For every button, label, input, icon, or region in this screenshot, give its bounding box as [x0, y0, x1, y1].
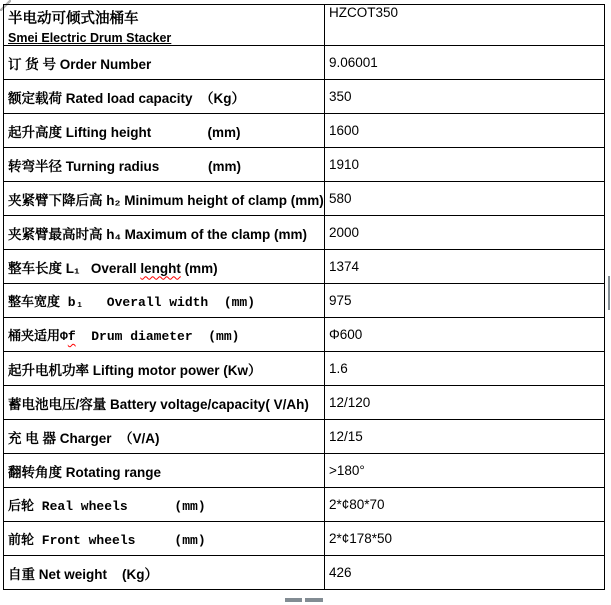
label-text: 充 电 器 Charger （V/A): [8, 430, 160, 446]
spec-value-cell: 1.6: [325, 352, 605, 386]
spec-label-cell: [4, 488, 325, 522]
label-text: 后轮 Real wheels (mm): [8, 499, 206, 514]
label-text: 前轮 Front wheels (mm): [8, 533, 206, 548]
product-title-cell: [4, 5, 325, 46]
spec-label-cell: [4, 46, 325, 80]
spec-value-cell: 12/120: [325, 386, 605, 420]
spec-value-cell: 426: [325, 556, 605, 590]
spec-label-cell: [4, 386, 325, 420]
spec-label-cell: [4, 454, 325, 488]
spec-row: [4, 386, 605, 420]
spec-row: [4, 46, 605, 80]
spec-label-cell: [4, 250, 325, 284]
horizontal-scrollbar-thumb[interactable]: [285, 598, 323, 602]
label-text: Drum diameter (mm): [75, 329, 240, 344]
spec-label-cell: [4, 522, 325, 556]
spec-value-cell: 975: [325, 284, 605, 318]
label-text: 翻转角度 Rotating range: [8, 464, 162, 480]
spec-label-cell: [4, 114, 325, 148]
spec-label-cell: [4, 182, 325, 216]
label-text: (mm): [180, 260, 218, 276]
spec-row: [4, 318, 605, 352]
spec-row: [4, 284, 605, 318]
spec-value-cell: 580: [325, 182, 605, 216]
label-text: 桶夹适用Φ: [8, 329, 68, 344]
spec-label-cell: [4, 80, 325, 114]
label-text: 转弯半径 Turning radius (mm): [8, 158, 242, 174]
misspelled-text: f: [67, 329, 76, 344]
spec-row: [4, 420, 605, 454]
spec-row: [4, 250, 605, 284]
spec-value-cell: 9.06001: [325, 46, 605, 80]
spec-row: [4, 556, 605, 590]
label-text: 自重 Net weight (Kg）: [8, 566, 158, 582]
spec-row: [4, 454, 605, 488]
label-text: 起升电机功率 Lifting motor power (Kw）: [8, 362, 262, 378]
label-text: 额定载荷 Rated load capacity （Kg）: [8, 90, 246, 106]
label-text: Electric Drum: [37, 31, 127, 45]
spec-row: [4, 80, 605, 114]
spec-label-cell: [4, 420, 325, 454]
spec-row: [4, 216, 605, 250]
spec-row: [4, 352, 605, 386]
spec-label-cell: [4, 352, 325, 386]
spec-row: [4, 148, 605, 182]
spec-value-cell: 1374: [325, 250, 605, 284]
spec-value-cell: 350: [325, 80, 605, 114]
spec-value-cell: Φ600: [325, 318, 605, 352]
spec-row: [4, 522, 605, 556]
model-number-value: HZCOT350: [325, 5, 605, 46]
misspelled-text: Stacker: [126, 31, 172, 45]
misspelled-text: lenght: [140, 260, 181, 276]
spec-value-cell: 2*¢178*50: [325, 522, 605, 556]
spec-row: [4, 114, 605, 148]
spec-label-cell: [4, 284, 325, 318]
spec-value-cell: 2000: [325, 216, 605, 250]
label-text: 起升高度 Lifting height (mm): [8, 124, 241, 140]
spec-value-cell: 1910: [325, 148, 605, 182]
spec-value-cell: 2*¢80*70: [325, 488, 605, 522]
spec-value-cell: 12/15: [325, 420, 605, 454]
label-text: 整车宽度 b₁ Overall width (mm): [8, 295, 256, 310]
spec-label-cell: [4, 556, 325, 590]
misspelled-text: Smei: [8, 31, 38, 45]
label-text: 夹紧臂下降后高 h₂ Minimum height of clamp (mm): [8, 192, 324, 208]
product-title-en: [8, 31, 171, 45]
spec-label-cell: [4, 148, 325, 182]
spec-value-cell: >180°: [325, 454, 605, 488]
spec-label-cell: [4, 318, 325, 352]
vertical-scrollbar-thumb[interactable]: [608, 276, 610, 310]
spec-row: [4, 488, 605, 522]
label-text: 蓄电池电压/容量 Battery voltage/capacity( V/Ah): [8, 396, 309, 412]
spec-label-cell: [4, 216, 325, 250]
label-text: 订 货 号 Order Number: [8, 56, 152, 72]
label-text: 整车长度 L₁ Overall: [8, 260, 141, 276]
spec-row: [4, 182, 605, 216]
table-header-row: [4, 5, 605, 46]
product-title-cn: 半电动可倾式油桶车: [8, 11, 139, 27]
spec-value-cell: 1600: [325, 114, 605, 148]
spec-table: [3, 4, 605, 590]
label-text: 夹紧臂最高时高 h₄ Maximum of the clamp (mm): [8, 226, 307, 242]
